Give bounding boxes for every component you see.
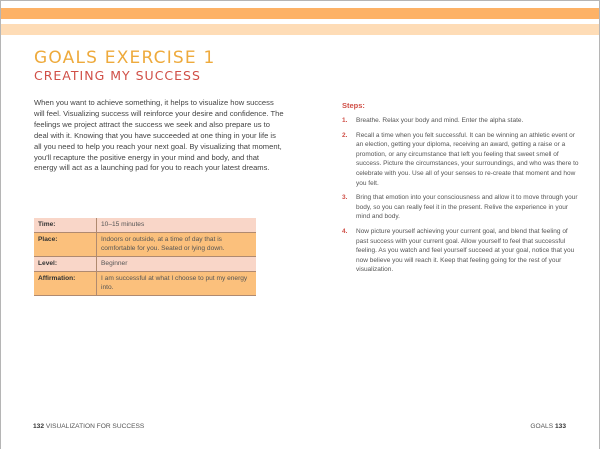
table-label: Level: (34, 257, 97, 272)
step-text: Now picture yourself achieving your current goal, and blend that feeling of past success with your current goal. Allow yourself to feel that successful feeling. As you watch and feel yourself succeed at your goal, notice that you now believe you will reach it. Keep that feeling going for the rest of your visualization. (356, 227, 575, 274)
right-page-number: 133 (554, 423, 566, 430)
step-number: 2. (342, 131, 348, 139)
table-row-time (34, 218, 256, 233)
table-label: Time: (34, 218, 97, 233)
steps-list (342, 116, 580, 280)
step-item (342, 227, 580, 275)
table-value: Indoors or outside, at a time of day that is comfortable for you. Seated or lying down. (97, 233, 257, 257)
table-row-affirmation (34, 272, 256, 296)
step-number: 1. (342, 117, 348, 124)
right-running-head: GOALS (530, 423, 554, 430)
exercise-subtitle: CREATING MY SUCCESS (34, 68, 201, 83)
exercise-title: GOALS EXERCISE 1 (34, 48, 216, 68)
step-text: Recall a time when you felt successful. It can be winning an athletic event or an election, getting your diploma, receiving an award, getting a raise or a promotion, or any circumstance that left you feeling that sweet smell of success. Picture the circumstances, your surroundings, and who was there to celebrate with you. Use all of your senses to re-create that moment and how you felt. (356, 131, 579, 187)
exercise-info-table (34, 218, 256, 296)
table-value: I am successful at what I choose to put my energy into. (97, 272, 257, 296)
left-running-head: VISUALIZATION FOR SUCCESS (45, 423, 145, 430)
step-text: Bring that emotion into your consciousness and allow it to move through your body, so you can really feel it in the present. Relive the experience in your mind and body. (356, 194, 578, 221)
table-value: Beginner (97, 257, 257, 272)
intro-paragraph: When you want to achieve something, it helps to visualize how success will feel. Visualizing success will reinforce your desire and confidence. The feelings we project attract the success we seek and also prepare us to deal with it. Knowing that you have succeeded at one thing in your life is all you need to help you reach your next goal. By visualizing that moment, you'll recapture the positive energy in your mind and body, and that energy will act as a launching pad for you to reach your latest dreams. (34, 98, 284, 173)
left-page-number: 132 (33, 423, 45, 430)
table-row-level (34, 257, 256, 272)
step-item (342, 193, 580, 222)
step-item (342, 116, 580, 126)
footer-left (33, 423, 144, 430)
table-value: 10–15 minutes (97, 218, 257, 233)
table-label: Place: (34, 233, 97, 257)
header-bar-primary (1, 8, 599, 19)
table-label: Affirmation: (34, 272, 97, 296)
step-item (342, 131, 580, 189)
step-number: 3. (342, 194, 348, 202)
footer-right (530, 423, 566, 430)
steps-heading: Steps: (342, 101, 365, 110)
table-row-place (34, 233, 256, 257)
step-text: Breathe. Relax your body and mind. Enter the alpha state. (356, 117, 524, 124)
step-number: 4. (342, 227, 348, 235)
header-bar-secondary (1, 24, 599, 35)
